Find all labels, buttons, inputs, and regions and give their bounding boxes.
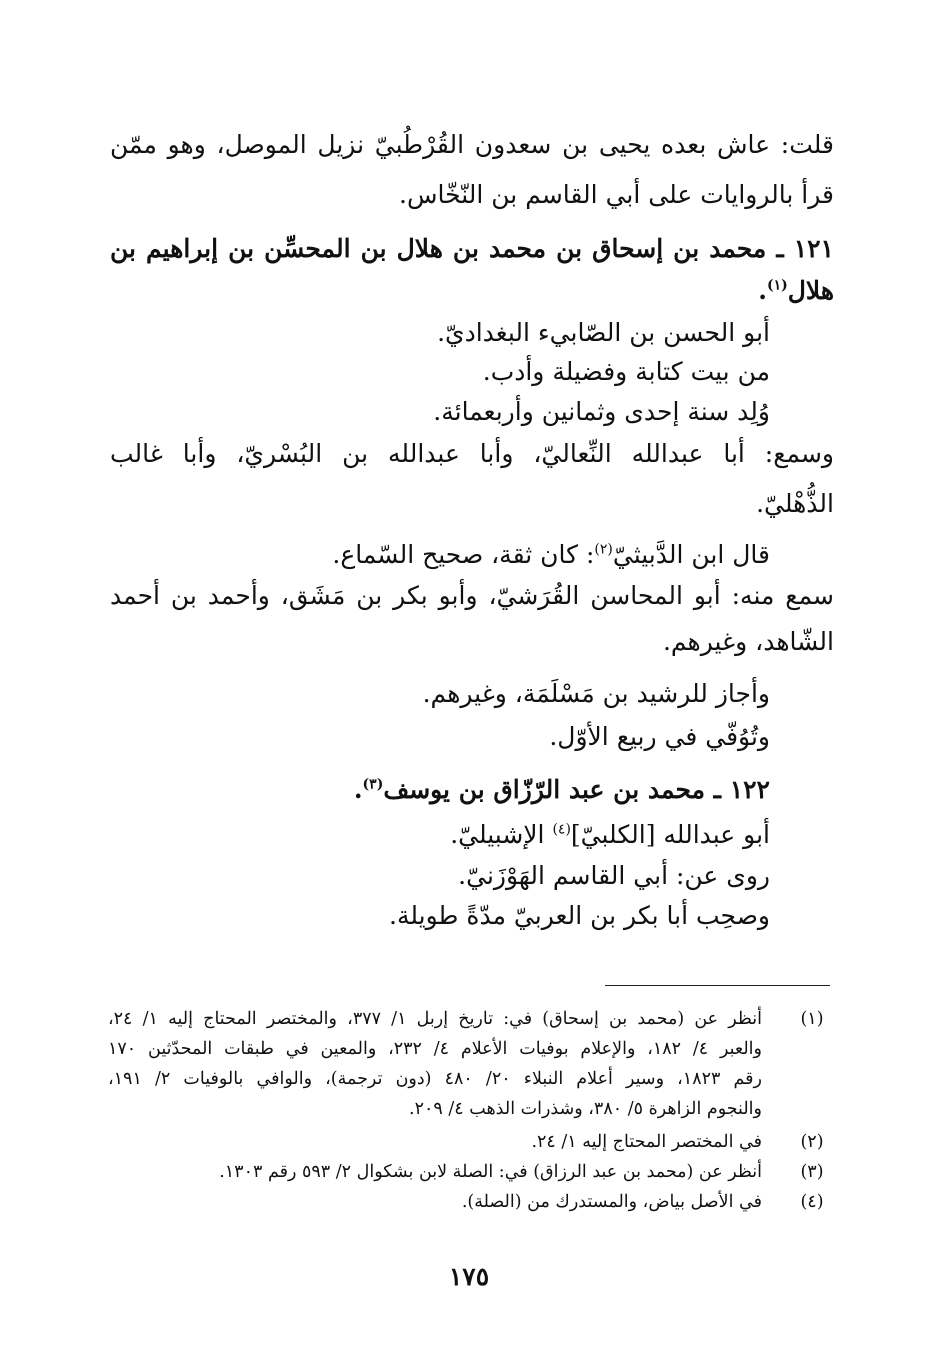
page-number: ١٧٥: [448, 1262, 490, 1291]
footnote-ref-4[interactable]: (٤): [552, 821, 571, 838]
body-line-family: من بيت كتابة وفضيلة وأدب.: [482, 357, 770, 386]
footnote-text: أنظر عن (محمد بن عبد الرزاق) في: الصلة لابن بشكوال ٢/ ٥٩٣ رقم ١٣٠٣.: [219, 1162, 762, 1182]
footnote-1: [108, 1004, 830, 1034]
entry-121-heading-cont: هلال$^{(١)}$.: [758, 276, 834, 305]
body-line-students: سمع منه: أبو المحاسن القُرَشيّ، وأبو بكر بن مَشَق، وأحمد بن أحمد: [110, 581, 834, 610]
body-line-heard: وسمع: أبا عبدالله النِّعاليّ، وأبا عبدالله بن البُسْريّ، وأبا غالب: [110, 439, 834, 468]
body-line-1: قلت: عاش بعده يحيى بن سعدون القُرْطُبيّ نزيل الموصل، وهو ممّن: [110, 130, 834, 159]
footnote-number: (١): [800, 1009, 824, 1029]
footnote-text: في الأصل بياض، والمستدرك من (الصلة).: [461, 1192, 762, 1212]
body-line-2: قرأ بالروايات على أبي القاسم بن النّخّاس.: [399, 180, 834, 209]
entry-122-heading: ١٢٢ ـ محمد بن عبد الرّزّاق بن يوسف$^{(٣)}$.: [353, 775, 770, 804]
body-line-kunya: أبو الحسن بن الصّابيء البغداديّ.: [437, 318, 770, 347]
footnote-separator: [605, 985, 830, 986]
footnote-1-line-3: رقم ١٨٢٣، وسير أعلام النبلاء ٢٠/ ٤٨٠ (دون ترجمة)، والوافي بالوفيات ٢/ ١٩١،: [108, 1069, 762, 1089]
footnote-number: (٢): [800, 1132, 824, 1152]
body-line-heard-cont: الذُّهْليّ.: [756, 489, 834, 518]
body-line-dubaythi: قال ابن الدَّبيثيّ$^{(٢)}$: كان ثقة، صحيح السّماع.: [332, 540, 770, 569]
body-line-companion: وصحِب أبا بكر بن العربيّ مدّةً طويلة.: [389, 901, 770, 930]
footnote-number: (٣): [800, 1162, 824, 1182]
footnote-ref-2[interactable]: (٢): [594, 541, 613, 558]
entry-121-heading: ١٢١ ـ محمد بن إسحاق بن محمد بن هلال بن المحسِّن بن إبراهيم بن: [110, 234, 834, 263]
footnote-text: أنظر عن (محمد بن إسحاق) في: تاريخ إربل ١/ ٣٧٧، والمختصر المحتاج إليه ١/ ٢٤،: [108, 1009, 762, 1029]
footnote-4: [108, 1187, 830, 1217]
footnote-ref-3[interactable]: (٣): [362, 776, 384, 793]
footnote-ref-1[interactable]: (١): [766, 277, 788, 294]
body-line-students-cont: الشّاهد، وغيرهم.: [662, 627, 834, 656]
footnote-3: [108, 1157, 830, 1187]
footnote-number: (٤): [800, 1192, 824, 1212]
body-line-narrated: روى عن: أبي القاسم الهَوْزَنيّ.: [458, 861, 770, 890]
footnote-1-line-4: والنجوم الزاهرة ٥/ ٣٨٠، وشذرات الذهب ٤/ ٢٠٩.: [409, 1099, 762, 1119]
body-line-death: وتُوُفّي في ربيع الأوّل.: [549, 722, 770, 751]
footnote-2: [108, 1127, 830, 1157]
footnote-text: في المختصر المحتاج إليه ١/ ٢٤.: [531, 1132, 762, 1152]
body-line-ijaza: وأجاز للرشيد بن مَسْلَمَة، وغيرهم.: [422, 679, 770, 708]
footnote-1-line-2: والعبر ٤/ ١٨٢، والإعلام بوفيات الأعلام ٤/ ٢٣٢، والمعين في طبقات المحدّثين ١٧٠: [108, 1039, 762, 1059]
body-line-kunya-2: أبو عبدالله [الكلبيّ]$^{(٤)}$ الإشبيليّ.: [450, 820, 770, 849]
body-line-birth: وُلِد سنة إحدى وثمانين وأربعمائة.: [433, 397, 770, 426]
